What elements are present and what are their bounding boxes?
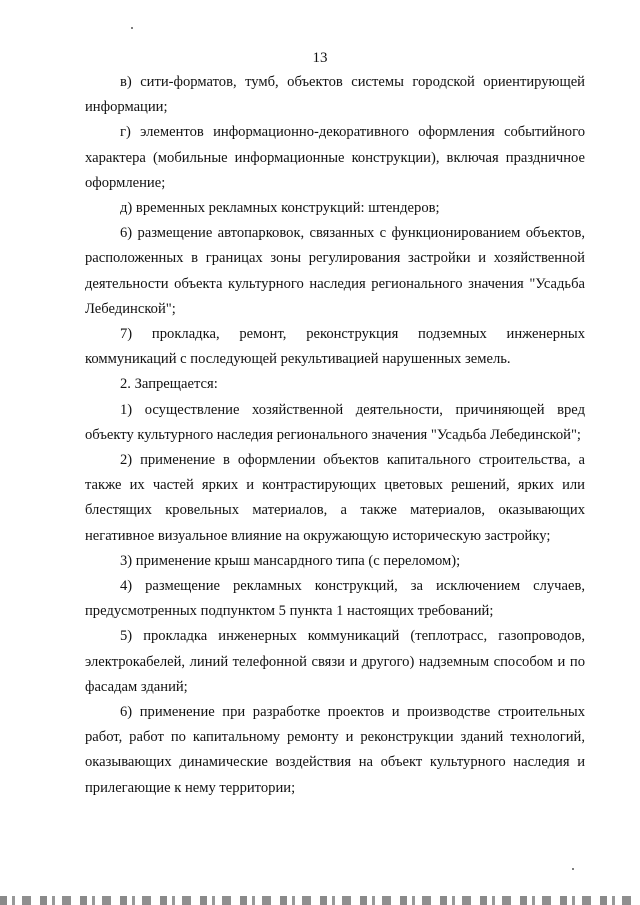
scan-speck	[572, 868, 574, 870]
paragraph-prohibited-2: 2) применение в оформлении объектов капитального строительства, а также их частей ярких и контрастирующих цветовых решений, ярких или блестящих кровельных материалов, а также материалов, оказывающих негативное визуальное влияние на окружающую историческую застройку;	[85, 452, 585, 544]
scan-bottom-edge	[0, 896, 640, 905]
paragraph-prohibited-1: 1) осуществление хозяйственной деятельности, причиняющей вред объекту культурного наследия регионального значения "Усадьба Лебединской";	[85, 401, 585, 443]
paragraph-prohibited-3: 3) применение крыш мансардного типа (с переломом);	[120, 552, 461, 569]
paragraph-prohibited-6: 6) применение при разработке проектов и производстве строительных работ, работ по капитальному ремонту и реконструкции зданий технологий, оказывающих динамические воздействия на объект культурного наследия и прилегающие к нему территории;	[85, 704, 585, 796]
paragraph-item-g: г) элементов информационно-декоративного оформления событийного характера (мобильные информационные конструкции), включая праздничное оформление;	[85, 124, 585, 191]
paragraph-item-v: в) сити-форматов, тумб, объектов системы городской ориентирующей информации;	[85, 74, 585, 116]
paragraph-item-7-utilities: 7) прокладка, ремонт, реконструкция подземных инженерных коммуникаций с последующей рекультивацией нарушенных земель.	[85, 326, 585, 368]
paragraph-prohibited-5: 5) прокладка инженерных коммуникаций (теплотрасс, газопроводов, электрокабелей, линий телефонной связи и другого) надземным способом и по фасадам зданий;	[85, 628, 585, 695]
scan-speck	[131, 27, 133, 29]
paragraph-prohibited-4: 4) размещение рекламных конструкций, за исключением случаев, предусмотренных подпунктом 5 пункта 1 настоящих требований;	[85, 578, 585, 620]
paragraph-item-d: д) временных рекламных конструкций: штендеров;	[120, 200, 440, 217]
page-number: 13	[312, 50, 328, 66]
paragraph-item-6-parking: 6) размещение автопарковок, связанных с функционированием объектов, расположенных в границах зоны регулирования застройки и хозяйственной деятельности объекта культурного наследия регионального значения "Усадьба Лебединской";	[85, 225, 585, 317]
document-body	[85, 70, 585, 801]
section-heading-prohibited: 2. Запрещается:	[120, 376, 218, 393]
